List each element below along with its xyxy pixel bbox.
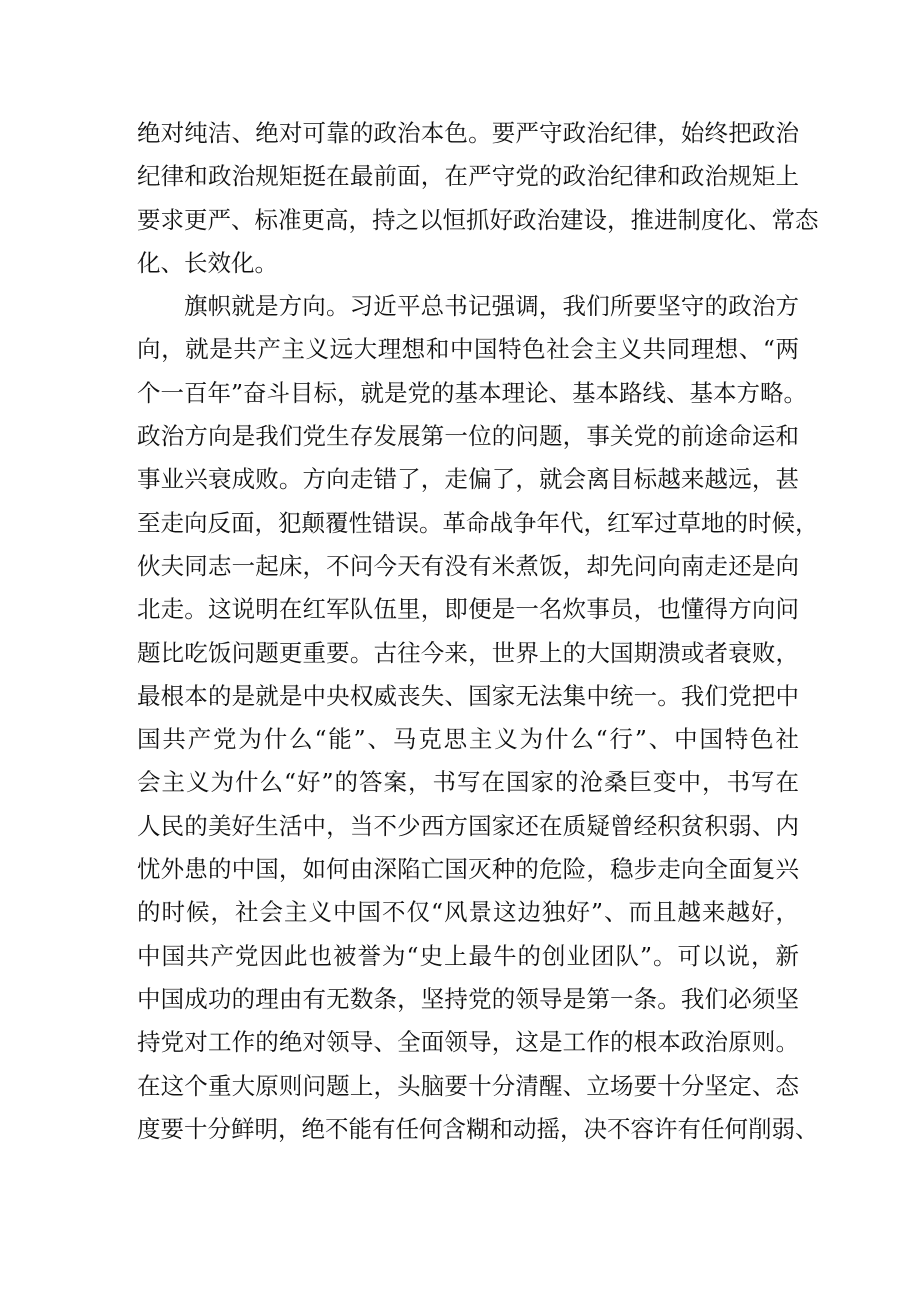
text-line: 题比吃饭问题更重要。古往今来，世界上的大国期溃或者衰败， [137, 638, 799, 667]
text-line: 忧外患的中国，如何由深陷亡国灭种的危险，稳步走向全面复兴 [137, 855, 799, 884]
text-line: 要求更严、标准更高，持之以恒抓好政治建设，推进制度化、常态 [137, 205, 819, 234]
text-line: 个一百年”奋斗目标，就是党的基本理论、基本路线、基本方略。 [137, 378, 808, 407]
text-line: 事业兴衰成败。方向走错了，走偏了，就会离目标越来越远，甚 [137, 465, 799, 494]
text-line: 向，就是共产主义远大理想和中国特色社会主义共同理想、“两 [137, 335, 799, 364]
text-line: 的时候，社会主义中国不仅“风景这边独好”、而且越来越好， [137, 898, 799, 927]
text-line: 绝对纯洁、绝对可靠的政治本色。要严守政治纪律，始终把政治 [137, 119, 799, 147]
text-line: 持党对工作的绝对领导、全面领导，这是工作的根本政治原则。 [137, 1028, 799, 1057]
text-line: 化、长效化。 [137, 248, 278, 277]
text-line: 在这个重大原则问题上，头脑要十分清醒、立场要十分坚定、态 [137, 1071, 799, 1100]
text-line: 至走向反面，犯颠覆性错误。革命战争年代，红军过草地的时候， [137, 508, 819, 537]
body-text [137, 112, 819, 1151]
text-line: 北走。这说明在红军队伍里，即便是一名炊事员，也懂得方向问 [137, 595, 799, 624]
text-line: 国共产党为什么“能”、马克思主义为什么“行”、中国特色社 [137, 725, 799, 754]
text-line: 纪律和政治规矩挺在最前面，在严守党的政治纪律和政治规矩上 [137, 162, 799, 191]
text-line: 中国成功的理由有无数条，坚持党的领导是第一条。我们必须坚 [137, 984, 799, 1013]
text-line: 政治方向是我们党生存发展第一位的问题，事关党的前途命运和 [137, 422, 799, 451]
text-line: 度要十分鲜明，绝不能有任何含糊和动摇，决不容许有任何削弱、 [137, 1114, 819, 1143]
text-line: 会主义为什么“好”的答案，书写在国家的沧桑巨变中，书写在 [137, 768, 799, 797]
text-line: 伙夫同志一起床，不问今天有没有米煮饭，却先问向南走还是向 [137, 551, 799, 580]
paragraph-start-line: 旗帜就是方向。习近平总书记强调，我们所要坚守的政治方 [184, 292, 799, 321]
text-line: 人民的美好生活中，当不少西方国家还在质疑曾经积贫积弱、内 [137, 811, 799, 840]
text-line: 最根本的是就是中央权威丧失、国家无法集中统一。我们党把中 [137, 681, 799, 710]
text-line: 中国共产党因此也被誉为“史上最牛的创业团队”。可以说，新 [137, 941, 799, 970]
